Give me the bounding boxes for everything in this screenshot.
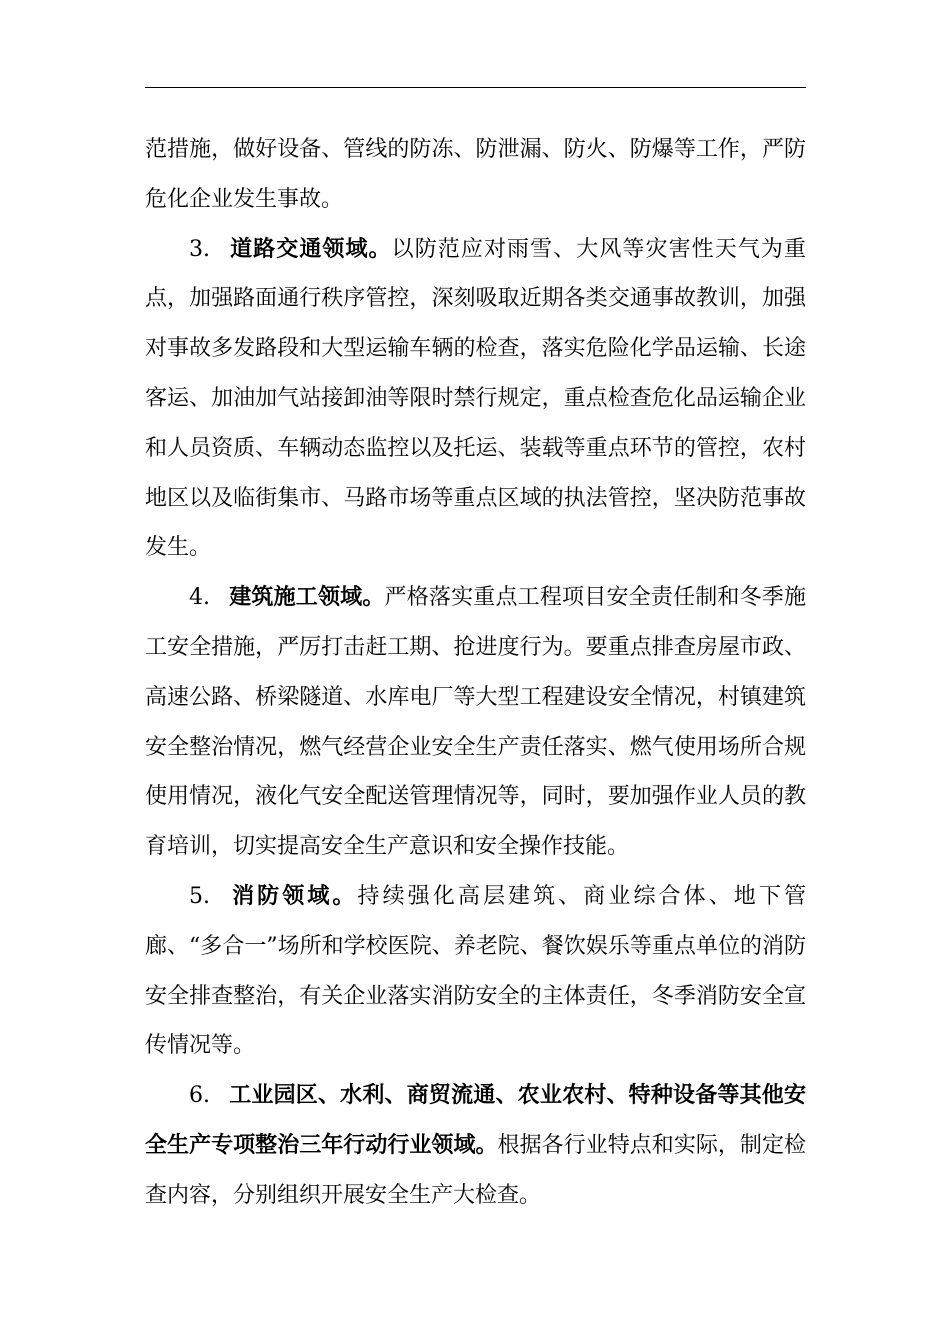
item-heading: 道路交通领域。 [229,235,392,262]
item-number: 3. [189,236,210,262]
paragraph-text: 严格落实重点工程项目安全责任制和冬季施工安全措施，严厉打击赶工期、抢进度行为。要重点排查房屋市政、高速公路、桥梁隧道、水库电厂等大型工程建设安全情况，村镇建筑安全整治情况，燃气经营企业安全生产责任落实、燃气使用场所合规使用情况，液化气安全配送管理情况等，同时，要加强作业人员的教育培训，切实提高安全生产意识和安全操作技能。 [145,585,806,860]
paragraph-road-traffic [145,225,806,574]
item-number: 4. [189,585,210,611]
header-rule [145,87,806,88]
paragraph-text: 根据各行业特点和实际，制定检查内容，分别组织开展安全生产大检查。 [145,1132,806,1208]
item-heading: 建筑施工领域。 [229,584,385,611]
paragraph-continuation [145,125,806,225]
document-body [145,125,806,1221]
paragraph-fire-safety [145,872,806,1071]
paragraph-construction [145,573,806,872]
item-heading: 消防领域。 [229,882,358,909]
item-number: 5. [189,883,210,909]
paragraph-text: 范措施，做好设备、管线的防冻、防泄漏、防火、防爆等工作，严防危化企业发生事故。 [145,137,806,212]
paragraph-text: 以防范应对雨雪、大风等灾害性天气为重点，加强路面通行秩序管控，深刻吸取近期各类交通事故教训，加强对事故多发路段和大型运输车辆的检查，落实危险化学品运输、长途客运、加油加气站接卸油等限时禁行规定，重点检查危化品运输企业和人员资质、车辆动态监控以及托运、装载等重点环节的管控，农村地区以及临街集市、马路市场等重点区域的执法管控，坚决防范事故发生。 [145,236,806,561]
paragraph-text: 持续强化高层建筑、商业综合体、地下管廊、“多合一”场所和学校医院、养老院、餐饮娱乐等重点单位的消防安全排查整治，有关企业落实消防安全的主体责任，冬季消防安全宣传情况等。 [145,883,806,1059]
item-number: 6. [189,1083,210,1109]
paragraph-other-industries [145,1071,806,1220]
item-heading: 工业园区、水利、商贸流通、农业农村、特种设备等其他安全生产专项整治三年行动行业领域。 [145,1082,806,1158]
